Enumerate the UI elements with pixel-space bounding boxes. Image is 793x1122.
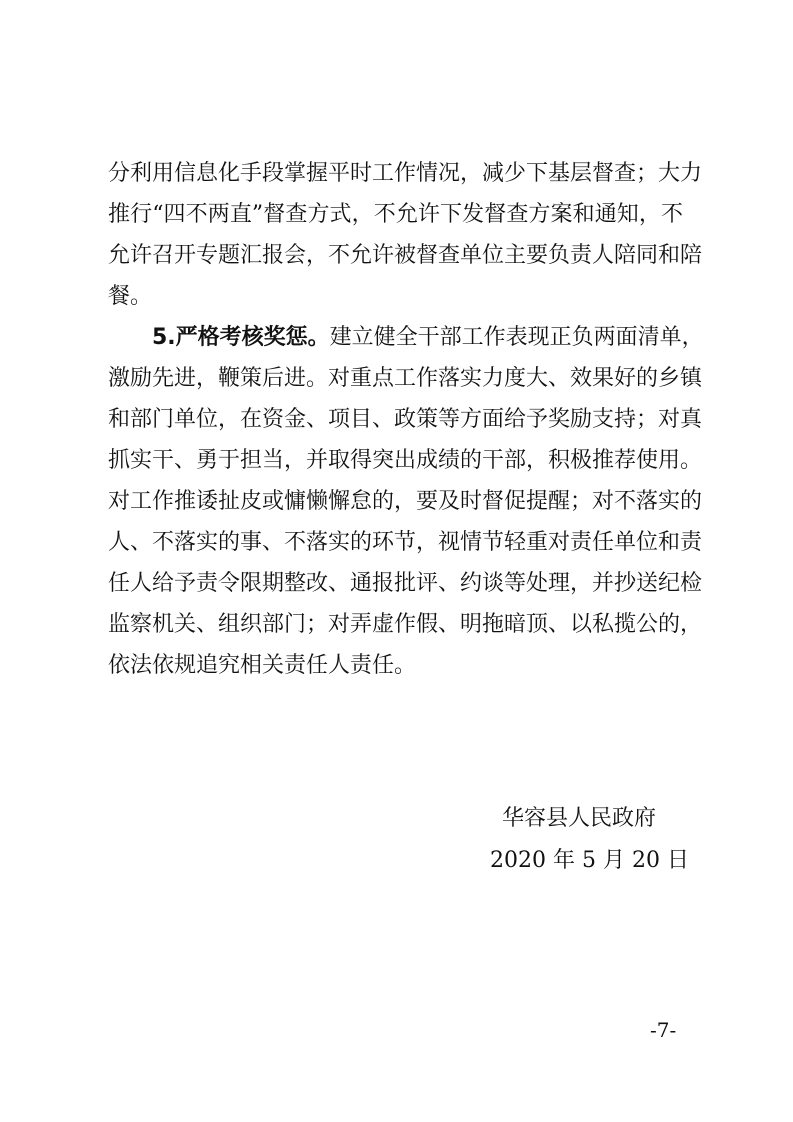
- body-text-line: 监察机关、组织部门；对弄虚作假、明拖暗顶、以私揽公的，: [108, 612, 703, 637]
- body-text-line: 推行“四不两直”督查方式，不允许下发督查方案和通知，不: [108, 202, 683, 227]
- body-text-line: 抓实干、勇于担当，并取得突出成绩的干部，积极推荐使用。: [108, 448, 703, 473]
- page-number: -7-: [650, 1018, 677, 1042]
- signature-date: 2020 年 5 月 20 日: [490, 848, 689, 873]
- body-text-run: 建立健全干部工作表现正负两面清单，: [329, 325, 704, 350]
- body-text-line: 依法依规追究相关责任人责任。: [108, 653, 417, 678]
- body-text-line: 任人给予责令限期整改、通报批评、约谈等处理，并抄送纪检: [108, 571, 703, 596]
- signature-organization: 华容县人民政府: [502, 806, 657, 831]
- section-heading-line: [152, 325, 704, 351]
- section-heading: 5.严格考核奖惩。: [152, 325, 330, 350]
- body-text-line: 激励先进，鞭策后进。对重点工作落实力度大、效果好的乡镇: [108, 366, 703, 391]
- body-text-line: 餐。: [108, 284, 153, 309]
- body-text-line: 允许召开专题汇报会，不允许被督查单位主要负责人陪同和陪: [108, 243, 703, 268]
- body-text-line: 对工作推诿扯皮或慵懒懈怠的，要及时督促提醒；对不落实的: [108, 489, 703, 514]
- body-text-line: 人、不落实的事、不落实的环节，视情节轻重对责任单位和责: [108, 530, 703, 555]
- body-text-line: 和部门单位，在资金、项目、政策等方面给予奖励支持；对真: [108, 407, 703, 432]
- body-text-line: 分利用信息化手段掌握平时工作情况，减少下基层督查；大力: [108, 161, 703, 186]
